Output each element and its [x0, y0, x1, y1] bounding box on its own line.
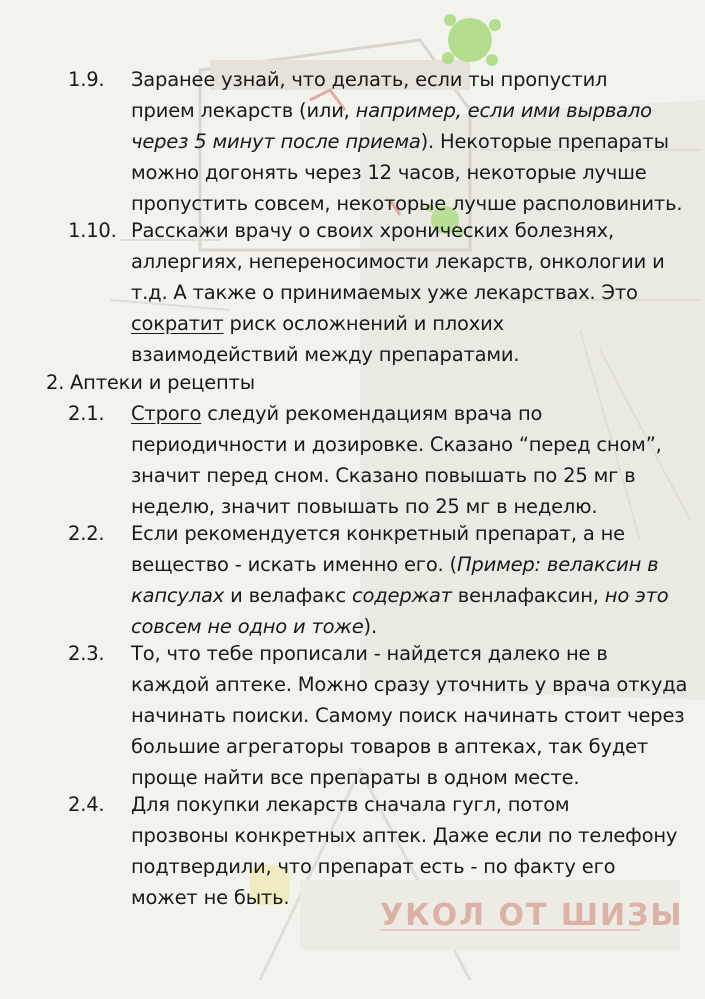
item-text — [131, 789, 677, 913]
text-line: Для покупки лекарств сначала гугл, потом — [131, 793, 570, 816]
item-number: 1.10. — [68, 219, 117, 242]
text-line: Строго следуй рекомендациям врача по — [131, 402, 543, 425]
italic-run: содержат — [352, 584, 452, 607]
item-number: 1.9. — [68, 68, 105, 91]
item-number: 2.1. — [68, 402, 105, 425]
text-line: вещество - искать именно его. (Пример: велаксин в — [131, 553, 659, 576]
section-number: 2. — [46, 371, 65, 394]
text-line: неделю, значит повышать по 25 мг в неделю. — [131, 495, 598, 518]
text-line: совсем не одно и тоже). — [131, 615, 377, 638]
italic-run: Пример: велаксин в — [456, 553, 659, 576]
text-line: начинать поиски. Самому поиск начинать стоит через — [131, 704, 685, 727]
text-line: Заранее узнай, что делать, если ты пропустил — [131, 68, 608, 91]
item-number: 2.3. — [68, 642, 105, 665]
text-line: можно догонять через 12 часов, некоторые лучше — [131, 161, 647, 184]
italic-run: через 5 минут после приема — [131, 130, 421, 153]
section-title — [70, 367, 255, 398]
text-line: прозвоны конкретных аптек. Даже если по телефону — [131, 824, 678, 847]
text-line: каждой аптеке. Можно сразу уточнить у врача откуда — [131, 673, 688, 696]
text-line: значит перед сном. Сказано повышать по 25 мг в — [131, 464, 636, 487]
text-line: взаимодействий между препаратами. — [131, 343, 520, 366]
text-line: Если рекомендуется конкретный препарат, а не — [131, 522, 625, 545]
text-line: через 5 минут после приема). Некоторые препараты — [131, 130, 669, 153]
item-text — [131, 64, 682, 219]
item-text — [131, 638, 687, 793]
text-line: капсулах и велафакс содержат венлафаксин, но это — [131, 584, 669, 607]
text-line: подтвердили, что препарат есть - по факту его — [131, 855, 616, 878]
stamp-text: УКОЛ ОТ ШИЗЫ — [380, 898, 684, 933]
italic-run: капсулах — [131, 584, 225, 607]
text-line: может не быть. — [131, 886, 290, 909]
item-text — [131, 518, 668, 642]
italic-run: совсем не одно и тоже — [131, 615, 364, 638]
text-line: периодичности и дозировке. Сказано “перед сном”, — [131, 433, 662, 456]
item-text — [131, 398, 662, 522]
text-line: т.д. А также о принимаемых уже лекарствах. Это — [131, 281, 638, 304]
item-text — [131, 215, 665, 370]
text-line: проще найти все препараты в одном месте. — [131, 766, 580, 789]
text-line: Аптеки и рецепты — [70, 371, 255, 394]
item-number: 2.2. — [68, 522, 105, 545]
underlined-run: Строго — [131, 402, 202, 425]
text-line: То, что тебе прописали - найдется далеко не в — [131, 642, 608, 665]
text-line: сократит риск осложнений и плохих — [131, 312, 504, 335]
item-number: 2.4. — [68, 793, 105, 816]
text-line: прием лекарств (или, например, если ими вырвало — [131, 99, 652, 122]
italic-run: например, если ими вырвало — [355, 99, 652, 122]
text-line: большие агрегаторы товаров в аптеках, так будет — [131, 735, 649, 758]
italic-run: но это — [604, 584, 669, 607]
text-line: Расскажи врачу о своих хронических болезнях, — [131, 219, 614, 242]
text-line: аллергиях, непереносимости лекарств, онкологии и — [131, 250, 665, 273]
text-line: пропустить совсем, некоторые лучше располовинить. — [131, 192, 683, 215]
underlined-run: сократит — [131, 312, 224, 335]
